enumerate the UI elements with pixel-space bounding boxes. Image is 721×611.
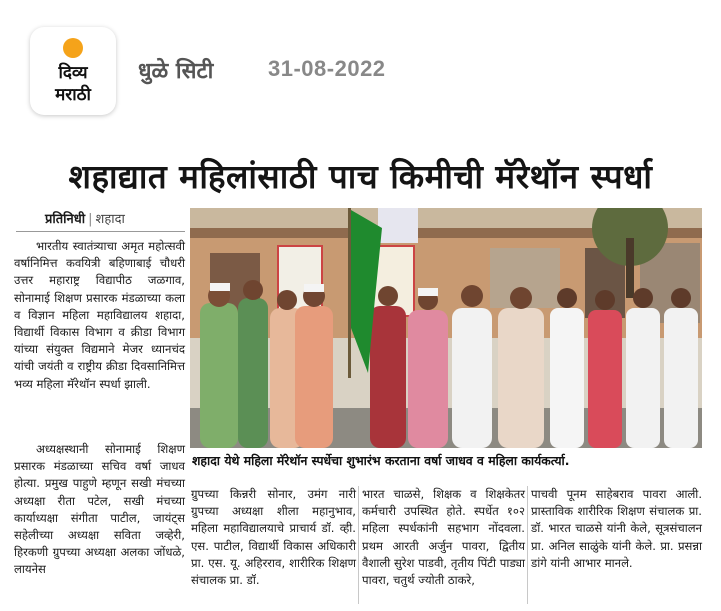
byline-reporter: प्रतिनिधी (45, 212, 86, 227)
divya-marathi-logo[interactable] (30, 27, 116, 115)
byline-divider (16, 231, 185, 232)
article-paragraph-3: ग्रुपच्या किन्नरी सोनार, उमंग नारी ग्रुपच्या अध्यक्षा शीला महानुभाव, महिला महाविद्यालयाचे प्राचार्य डॉ. व्ही. एस. पाटील, विद्यार्थी विकास अधिकारी प्रा. एस. यू. अहिरराव, शारीरिक शिक्षण संचालक प्रा. डॉ. (191, 487, 356, 588)
article-headline: शहाद्यात महिलांसाठी पाच किमीची मॅरेथॉन स्पर्धा (68, 157, 653, 196)
article-paragraph-2: अध्यक्षस्थानी सोनामाई शिक्षण प्रसारक मंडळाच्या सचिव वर्षा जाधव होत्या. प्रमुख पाहुणे म्हणून सखी मंचच्या अध्यक्षा रीता पटेल, सखी मंचच्या कार्याध्यक्षा संगीता पाटील, जायंट्स सहेलीच्या अध्यक्षा सविता जव्हेरी, हिरकणी ग्रुपच्या अध्यक्षा अलका जोंधळे, लायनेस (14, 442, 185, 577)
event-photo (190, 208, 702, 448)
article-column-4 (531, 486, 702, 572)
article-column-1 (14, 238, 185, 393)
article-paragraph-5: पाचवी पूनम साहेबराव पावरा आली. प्रास्ताविक शारीरिक शिक्षण संचालक प्रा. डॉ. भारत चाळसे यांनी केले, सूत्रसंचालन प्रा. अनिल साळुंके यांनी केले. प्रा. प्रसन्ना डांगे यांनी आभार मानले. (531, 487, 702, 570)
column-divider (358, 486, 359, 604)
edition-city: धुळे सिटी (138, 59, 214, 84)
article-column-2 (191, 486, 356, 589)
article-column-3 (362, 486, 525, 589)
epaper-header (0, 0, 721, 124)
byline-separator: | (88, 212, 93, 227)
article-column-1-continued (14, 441, 185, 579)
article-paragraph-4: भारत चाळसे, शिक्षक व शिक्षकेतर कर्मचारी उपस्थित होते. स्पर्धेत १०२ महिला स्पर्धकांनी सहभाग नोंदवला. प्रथम आरती अर्जुन पावरा, द्वितीय वैशाली सुरेश पाडवी, तृतीय पिंटी पाड्या पावरा, चतुर्थ ज्योती ठाकरे, (362, 487, 525, 588)
byline (45, 209, 125, 227)
article-paragraph-1: भारतीय स्वातंत्र्याचा अमृत महोत्सवी वर्षानिमित्त कवयित्री बहिणाबाई चौधरी उत्तर महाराष्ट्र विद्यापीठ जळगाव, सोनामाई शिक्षण प्रसारक मंडळाच्या कला व विज्ञान महिला महाविद्यालय शहादा, विद्यार्थी विकास विभाग व क्रीडा विभाग यांच्या संयुक्त विद्यमाने मेजर ध्यानचंद यांची जयंती व राष्ट्रीय क्रीडा दिवसानिमित्त भव्य महिला मॅरेथॉन स्पर्धा झाली. (14, 239, 185, 391)
edition-date: 31-08-2022 (268, 56, 386, 81)
logo-text-line2: मराठी (55, 85, 91, 105)
column-divider (527, 486, 528, 604)
photo-caption: शहादा येथे महिला मॅरेथॉन स्पर्धेचा शुभारंभ करताना वर्षा जाधव व महिला कार्यकर्त्या. (192, 453, 570, 468)
logo-sun-icon (63, 38, 83, 58)
logo-text-line1: दिव्य (58, 63, 88, 83)
byline-place: शहादा (95, 212, 125, 227)
